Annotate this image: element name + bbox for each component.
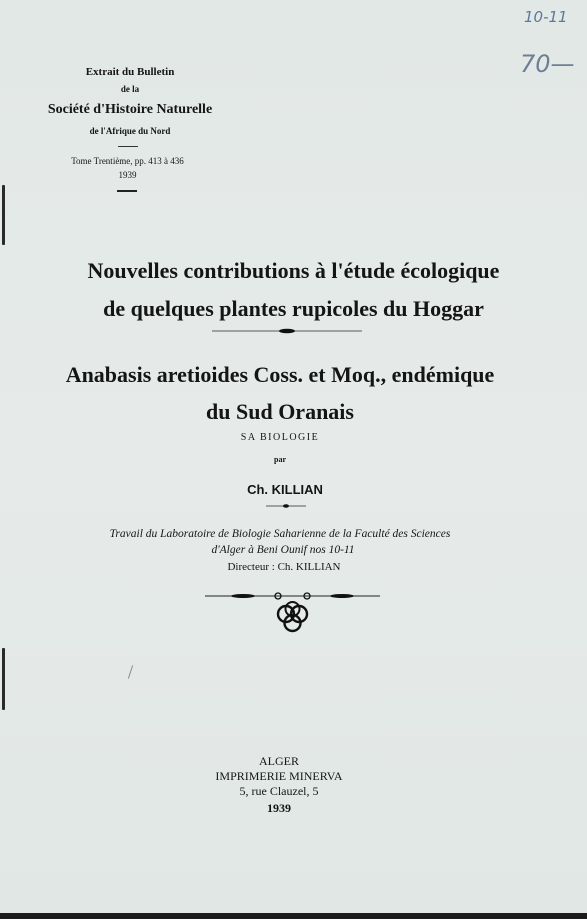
extract-rule-1 (118, 146, 138, 147)
author-separator-ornament (266, 503, 306, 509)
extract-rule-2 (117, 190, 137, 192)
extract-line-4: de l'Afrique du Nord (89, 126, 171, 136)
by-label: par (274, 455, 286, 464)
author-name: Ch. KILLIAN (247, 482, 323, 497)
subtitle: SA BIOLOGIE (240, 432, 320, 443)
handwritten-price: 70— (520, 50, 575, 78)
left-edge-mark-bottom (2, 648, 5, 710)
publisher-name: IMPRIMERIE MINERVA (215, 769, 343, 783)
title-line-3: Anabasis aretioides Coss. et Moq., endémique (65, 362, 495, 387)
title-line-4: du Sud Oranais (206, 399, 354, 424)
left-edge-mark-top (2, 185, 5, 245)
lab-director: Directeur : Ch. KILLIAN (227, 561, 341, 573)
publisher-year: 1939 (267, 801, 291, 815)
lab-line-2: d'Alger à Beni Ounif nos 10-11 (211, 544, 355, 556)
margin-pencil-mark (128, 665, 133, 679)
extract-volume: Tome Trentième, pp. 413 à 436 (71, 156, 184, 166)
extract-year: 1939 (118, 170, 137, 180)
extract-line-1: Extrait du Bulletin (85, 66, 175, 78)
publisher-address: 5, rue Clauzel, 5 (239, 784, 319, 798)
extract-line-3: Société d'Histoire Naturelle (47, 102, 213, 117)
extract-line-2: de la (120, 84, 140, 94)
page-bottom-edge (0, 913, 587, 919)
title-line-2: de quelques plantes rupicoles du Hoggar (103, 296, 484, 321)
decorative-ornament (205, 588, 380, 636)
title-separator-ornament (212, 327, 362, 335)
title-line-1: Nouvelles contributions à l'étude écologique (87, 258, 500, 283)
publisher-city: ALGER (259, 754, 299, 768)
handwritten-number: 10-11 (524, 8, 568, 26)
lab-line-1: Travail du Laboratoire de Biologie Saharienne de la Faculté des Sciences (109, 528, 451, 540)
